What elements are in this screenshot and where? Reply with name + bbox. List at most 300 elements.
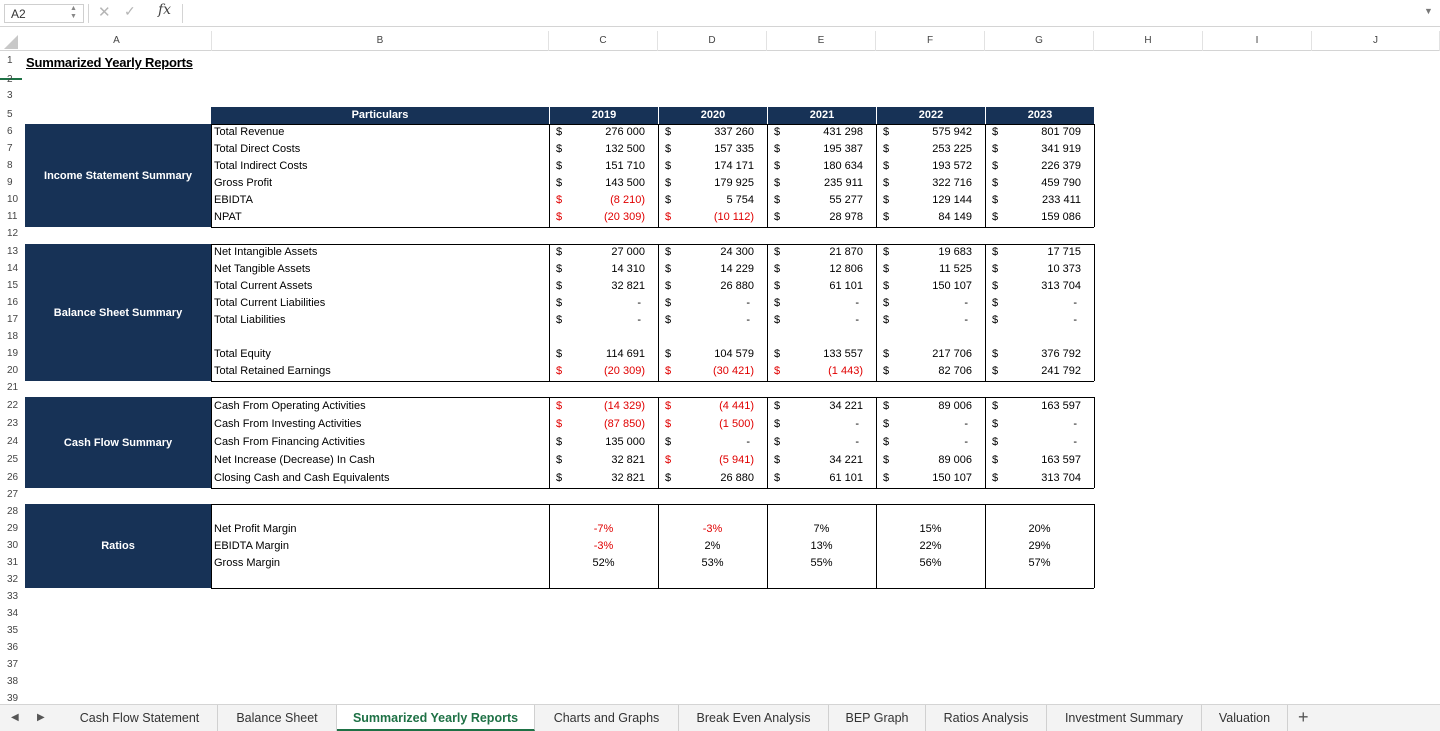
currency-symbol: $ (774, 348, 781, 360)
formula-bar (0, 0, 1440, 27)
currency-symbol: $ (992, 436, 999, 448)
currency-symbol: $ (774, 143, 781, 155)
cell-value[interactable]: 322 716 (932, 177, 972, 189)
name-box[interactable]: A2 (4, 4, 84, 23)
section-border-bottom (211, 488, 1094, 489)
ratio-value[interactable]: 57% (1028, 557, 1051, 569)
cell-value[interactable]: (20 309) (604, 365, 645, 377)
currency-symbol: $ (774, 436, 781, 448)
currency-symbol: $ (774, 472, 781, 484)
tab-prev-icon[interactable]: ◀ (11, 712, 19, 723)
row-header-6[interactable]: 6 (7, 126, 13, 137)
cell-value[interactable]: 84 149 (938, 211, 972, 223)
cell-value[interactable]: 143 500 (605, 177, 645, 189)
row-label[interactable]: Gross Profit (214, 177, 273, 189)
currency-symbol: $ (883, 472, 890, 484)
currency-symbol: $ (665, 348, 672, 360)
currency-symbol: $ (665, 177, 672, 189)
section-label-4: Ratios (25, 504, 211, 588)
currency-symbol: $ (992, 472, 999, 484)
row-header-27[interactable]: 27 (7, 489, 19, 500)
cell-value[interactable]: (8 210) (610, 194, 645, 206)
row-label[interactable]: Gross Margin (214, 557, 281, 569)
cell-value[interactable]: 61 101 (829, 472, 863, 484)
currency-symbol: $ (556, 400, 563, 412)
currency-symbol: $ (665, 436, 672, 448)
cell-value[interactable]: (1 443) (828, 365, 863, 377)
row-label[interactable]: EBIDTA Margin (214, 540, 289, 552)
currency-symbol: $ (774, 263, 781, 275)
currency-symbol: $ (883, 211, 890, 223)
sheet-tab-investment-summary[interactable]: Investment Summary (1047, 705, 1202, 731)
currency-symbol: $ (992, 143, 999, 155)
cell-value[interactable]: 28 978 (829, 211, 863, 223)
row-label[interactable]: Total Revenue (214, 126, 285, 138)
currency-symbol: $ (665, 472, 672, 484)
cell-value[interactable]: 32 821 (611, 454, 645, 466)
cell-value[interactable]: 276 000 (605, 126, 645, 138)
row-header-17[interactable]: 17 (7, 314, 19, 325)
separator (182, 4, 183, 23)
section-label-3: Cash Flow Summary (25, 397, 211, 488)
cancel-icon[interactable]: ✕ (98, 4, 111, 21)
row-header-30[interactable]: 30 (7, 540, 19, 551)
cell-value[interactable]: 376 792 (1041, 348, 1081, 360)
cell-value[interactable]: - (855, 297, 859, 309)
row-header-33[interactable]: 33 (7, 591, 19, 602)
row-header-36[interactable]: 36 (7, 642, 19, 653)
cell-value[interactable]: 55 277 (829, 194, 863, 206)
cell-value[interactable]: (14 329) (604, 400, 645, 412)
cell-value[interactable]: 135 000 (605, 436, 645, 448)
currency-symbol: $ (556, 314, 563, 326)
currency-symbol: $ (774, 400, 781, 412)
cell-value[interactable]: 129 144 (932, 194, 972, 206)
row-header-35[interactable]: 35 (7, 625, 19, 636)
cell-value[interactable]: 337 260 (714, 126, 754, 138)
select-all-corner[interactable] (0, 31, 22, 51)
header-particulars: Particulars (211, 107, 549, 124)
currency-symbol: $ (883, 348, 890, 360)
currency-symbol: $ (992, 418, 999, 430)
tab-next-icon[interactable]: ▶ (37, 712, 45, 723)
section-border-top (211, 397, 1094, 398)
row-header-26[interactable]: 26 (7, 472, 19, 483)
cell-value[interactable]: (1 500) (719, 418, 754, 430)
column-header-c[interactable]: C (549, 31, 658, 51)
ratio-value[interactable]: 52% (592, 557, 615, 569)
row-label[interactable]: Total Current Liabilities (214, 297, 326, 309)
cell-value[interactable]: 217 706 (932, 348, 972, 360)
currency-symbol: $ (556, 454, 563, 466)
column-header-f[interactable]: F (876, 31, 985, 51)
row-label[interactable]: Closing Cash and Cash Equivalents (214, 472, 390, 484)
row-header-3[interactable]: 3 (7, 90, 13, 101)
row-header-15[interactable]: 15 (7, 280, 19, 291)
currency-symbol: $ (992, 246, 999, 258)
currency-symbol: $ (992, 400, 999, 412)
section-border-bottom (211, 588, 1094, 589)
row-header-32[interactable]: 32 (7, 574, 19, 585)
row-header-24[interactable]: 24 (7, 436, 19, 447)
currency-symbol: $ (992, 160, 999, 172)
currency-symbol: $ (883, 160, 890, 172)
sheet-tab-balance-sheet[interactable]: Balance Sheet (218, 705, 337, 731)
cell-value[interactable]: 34 221 (829, 454, 863, 466)
cell-value[interactable]: (4 441) (719, 400, 754, 412)
currency-symbol: $ (992, 211, 999, 223)
row-header-11[interactable]: 11 (7, 211, 18, 222)
sheet-tab-summarized-yearly-reports[interactable]: Summarized Yearly Reports (337, 705, 535, 731)
row-label[interactable]: Total Equity (214, 348, 271, 360)
row-label[interactable]: Cash From Operating Activities (214, 400, 366, 412)
row-label[interactable]: Total Liabilities (214, 314, 286, 326)
row-header-20[interactable]: 20 (7, 365, 19, 376)
currency-symbol: $ (992, 280, 999, 292)
column-divider (1094, 504, 1095, 588)
cell-value[interactable]: 19 683 (938, 246, 972, 258)
header-year-2022: 2022 (876, 107, 985, 124)
section-label-1: Income Statement Summary (25, 124, 211, 227)
currency-symbol: $ (665, 194, 672, 206)
row-header-19[interactable]: 19 (7, 348, 19, 359)
cell-value[interactable]: 82 706 (938, 365, 972, 377)
chevron-down-icon[interactable]: ▼ (1424, 6, 1433, 16)
cell-value[interactable]: - (855, 314, 859, 326)
currency-symbol: $ (665, 246, 672, 258)
ratio-value[interactable]: 20% (1028, 523, 1051, 535)
sheet-tab-bep-graph[interactable]: BEP Graph (829, 705, 926, 731)
column-divider (211, 504, 212, 588)
section-border-top (211, 244, 1094, 245)
row-header-14[interactable]: 14 (7, 263, 19, 274)
cell-value[interactable]: 313 704 (1041, 472, 1081, 484)
currency-symbol: $ (556, 194, 563, 206)
row-header-39[interactable]: 39 (7, 693, 19, 704)
currency-symbol: $ (774, 314, 781, 326)
row-label[interactable]: Total Current Assets (214, 280, 313, 292)
currency-symbol: $ (665, 418, 672, 430)
cell-value[interactable]: 14 229 (720, 263, 754, 275)
ratio-value[interactable]: 2% (704, 540, 721, 552)
column-header-j[interactable]: J (1312, 31, 1440, 51)
header-year-2023: 2023 (985, 107, 1094, 124)
currency-symbol: $ (556, 348, 563, 360)
cell-value[interactable]: 150 107 (932, 280, 972, 292)
cell-value[interactable]: 163 597 (1041, 454, 1081, 466)
cell-value[interactable]: (30 421) (713, 365, 754, 377)
row-header-10[interactable]: 10 (7, 194, 19, 205)
currency-symbol: $ (774, 418, 781, 430)
ratio-value[interactable]: 15% (919, 523, 942, 535)
cell-value[interactable]: - (746, 297, 750, 309)
cell-value[interactable]: 26 880 (720, 472, 754, 484)
cell-value[interactable]: 341 919 (1041, 143, 1081, 155)
row-header-28[interactable]: 28 (7, 506, 19, 517)
row-label[interactable]: EBIDTA (214, 194, 253, 206)
row-header-16[interactable]: 16 (7, 297, 19, 308)
sheet-tab-cash-flow-statement[interactable]: Cash Flow Statement (62, 705, 218, 731)
ratio-value[interactable]: 7% (813, 523, 830, 535)
cell-value[interactable]: - (1073, 297, 1077, 309)
cell-value[interactable]: 27 000 (611, 246, 645, 258)
currency-symbol: $ (883, 297, 890, 309)
name-box-stepper-icon[interactable]: ▲ ▼ (70, 5, 77, 20)
row-header-5[interactable]: 5 (7, 109, 13, 120)
ratio-value[interactable]: 13% (810, 540, 833, 552)
cell-value[interactable]: 233 411 (1042, 194, 1081, 206)
row-header-37[interactable]: 37 (7, 659, 19, 670)
row-header-38[interactable]: 38 (7, 676, 19, 687)
cell-value[interactable]: 313 704 (1041, 280, 1081, 292)
currency-symbol: $ (665, 160, 672, 172)
currency-symbol: $ (556, 472, 563, 484)
row-label[interactable]: Total Retained Earnings (214, 365, 331, 377)
row-label[interactable]: Total Direct Costs (214, 143, 301, 155)
header-year-2020: 2020 (658, 107, 767, 124)
cell-value[interactable]: (5 941) (719, 454, 754, 466)
row-header-34[interactable]: 34 (7, 608, 19, 619)
row-label[interactable]: Total Indirect Costs (214, 160, 308, 172)
column-divider (211, 124, 212, 227)
currency-symbol: $ (992, 177, 999, 189)
cell-value[interactable]: 159 086 (1041, 211, 1081, 223)
cell-value[interactable]: 14 310 (611, 263, 645, 275)
currency-symbol: $ (556, 177, 563, 189)
currency-symbol: $ (883, 177, 890, 189)
cell-value[interactable]: 235 911 (824, 177, 863, 189)
section-border-bottom (211, 227, 1094, 228)
currency-symbol: $ (992, 454, 999, 466)
row-header-2[interactable]: 2 (7, 74, 13, 85)
row-label[interactable]: Net Intangible Assets (214, 246, 318, 258)
ratio-value[interactable]: -7% (593, 523, 614, 535)
enter-icon[interactable]: ✓ (124, 3, 136, 19)
cell-value[interactable]: 241 792 (1041, 365, 1081, 377)
currency-symbol: $ (556, 280, 563, 292)
currency-symbol: $ (556, 160, 563, 172)
cell-value[interactable]: 431 298 (823, 126, 863, 138)
row-label[interactable]: NPAT (214, 211, 242, 223)
currency-symbol: $ (556, 211, 563, 223)
cell-value[interactable]: - (1073, 436, 1077, 448)
cell-value[interactable]: 10 373 (1047, 263, 1081, 275)
cell-value[interactable]: 21 870 (829, 246, 863, 258)
row-header-31[interactable]: 31 (7, 557, 19, 568)
currency-symbol: $ (774, 454, 781, 466)
cell-value[interactable]: 180 634 (823, 160, 863, 172)
cell-value[interactable]: 34 221 (829, 400, 863, 412)
currency-symbol: $ (665, 126, 672, 138)
cell-value[interactable]: 104 579 (714, 348, 754, 360)
currency-symbol: $ (774, 280, 781, 292)
cell-value[interactable]: 151 710 (605, 160, 645, 172)
column-divider (1094, 124, 1095, 227)
column-header-a[interactable]: A (22, 31, 212, 51)
cell-value[interactable]: 114 691 (606, 348, 645, 360)
cell-value[interactable]: - (1073, 314, 1077, 326)
cell-value[interactable]: 195 387 (823, 143, 863, 155)
currency-symbol: $ (992, 194, 999, 206)
row-label[interactable]: Net Increase (Decrease) In Cash (214, 454, 375, 466)
cell-value[interactable]: 89 006 (938, 454, 972, 466)
currency-symbol: $ (883, 143, 890, 155)
cell-value[interactable]: - (964, 418, 968, 430)
sheet-tab-break-even-analysis[interactable]: Break Even Analysis (679, 705, 829, 731)
currency-symbol: $ (665, 400, 672, 412)
cell-value[interactable]: 17 715 (1047, 246, 1081, 258)
cell-value[interactable]: 163 597 (1041, 400, 1081, 412)
section-border-bottom (211, 381, 1094, 382)
function-icon[interactable]: fx (158, 2, 172, 18)
cell-value[interactable]: - (964, 297, 968, 309)
currency-symbol: $ (883, 365, 890, 377)
row-label[interactable]: Cash From Investing Activities (214, 418, 362, 430)
cell-value[interactable]: - (746, 436, 750, 448)
ratio-value[interactable]: 22% (919, 540, 942, 552)
header-year-2021: 2021 (767, 107, 876, 124)
currency-symbol: $ (556, 297, 563, 309)
row-header-25[interactable]: 25 (7, 454, 19, 465)
currency-symbol: $ (883, 280, 890, 292)
cell-value[interactable]: - (637, 297, 641, 309)
select-all-icon[interactable] (4, 35, 18, 49)
currency-symbol: $ (774, 211, 781, 223)
row-header-18[interactable]: 18 (7, 331, 19, 342)
cell-value[interactable]: - (855, 418, 859, 430)
row-label[interactable]: Cash From Financing Activities (214, 436, 365, 448)
cell-value[interactable]: - (1073, 418, 1077, 430)
cell-value[interactable]: 226 379 (1041, 160, 1081, 172)
row-header-7[interactable]: 7 (7, 143, 13, 154)
currency-symbol: $ (883, 436, 890, 448)
currency-symbol: $ (883, 126, 890, 138)
cell-value[interactable]: - (964, 436, 968, 448)
cell-value[interactable]: - (746, 314, 750, 326)
cell-value[interactable]: - (855, 436, 859, 448)
cell-value[interactable]: 459 790 (1041, 177, 1081, 189)
column-header-i[interactable]: I (1203, 31, 1312, 51)
sheet-tab-ratios-analysis[interactable]: Ratios Analysis (926, 705, 1047, 731)
cell-value[interactable]: 11 525 (939, 263, 972, 275)
cell-value[interactable]: 801 709 (1041, 126, 1081, 138)
ratio-value[interactable]: 53% (701, 557, 724, 569)
currency-symbol: $ (992, 263, 999, 275)
row-header-23[interactable]: 23 (7, 418, 19, 429)
currency-symbol: $ (556, 263, 563, 275)
row-header-9[interactable]: 9 (7, 177, 13, 188)
row-header-8[interactable]: 8 (7, 160, 13, 171)
cell-value[interactable]: 193 572 (932, 160, 972, 172)
section-border-top (211, 124, 1094, 125)
ratio-value[interactable]: 56% (919, 557, 942, 569)
column-divider (211, 244, 212, 381)
cell-value[interactable]: (20 309) (604, 211, 645, 223)
section-label-2: Balance Sheet Summary (25, 244, 211, 381)
currency-symbol: $ (665, 365, 672, 377)
cell-value[interactable]: 174 171 (714, 160, 754, 172)
currency-symbol: $ (774, 297, 781, 309)
cell-value[interactable]: 253 225 (932, 143, 972, 155)
row-header-1[interactable]: 1 (7, 55, 13, 66)
ratio-value[interactable]: 55% (810, 557, 833, 569)
column-header-b[interactable]: B (212, 31, 549, 51)
cell-value[interactable]: (10 112) (713, 211, 754, 223)
ratio-value[interactable]: 29% (1028, 540, 1051, 552)
currency-symbol: $ (992, 126, 999, 138)
cell-value[interactable]: - (964, 314, 968, 326)
cell-value[interactable]: 32 821 (611, 472, 645, 484)
row-header-13[interactable]: 13 (7, 246, 19, 257)
cell-value[interactable]: 150 107 (932, 472, 972, 484)
ratio-value[interactable]: -3% (593, 540, 614, 552)
currency-symbol: $ (665, 297, 672, 309)
currency-symbol: $ (556, 418, 563, 430)
currency-symbol: $ (883, 246, 890, 258)
cell-value[interactable]: 133 557 (823, 348, 863, 360)
column-header-d[interactable]: D (658, 31, 767, 51)
add-sheet-icon[interactable]: + (1298, 707, 1309, 727)
column-divider (1094, 244, 1095, 381)
cell-value[interactable]: 89 006 (938, 400, 972, 412)
cell-value[interactable]: 61 101 (829, 280, 863, 292)
cell-value[interactable]: 157 335 (714, 143, 754, 155)
cell-value[interactable]: 5 754 (726, 194, 754, 206)
currency-symbol: $ (883, 263, 890, 275)
currency-symbol: $ (774, 177, 781, 189)
sheet-tab-charts-and-graphs[interactable]: Charts and Graphs (535, 705, 679, 731)
column-header-e[interactable]: E (767, 31, 876, 51)
cell-value[interactable]: 24 300 (720, 246, 754, 258)
currency-symbol: $ (556, 436, 563, 448)
currency-symbol: $ (774, 246, 781, 258)
page-title[interactable]: Summarized Yearly Reports (26, 55, 193, 70)
cell-value[interactable]: 575 942 (932, 126, 972, 138)
column-divider (1094, 397, 1095, 488)
cell-value[interactable]: (87 850) (604, 418, 645, 430)
sheet-tab-valuation[interactable]: Valuation (1202, 705, 1288, 731)
row-header-12[interactable]: 12 (7, 228, 19, 239)
row-header-22[interactable]: 22 (7, 400, 19, 411)
row-label[interactable]: Net Tangible Assets (214, 263, 311, 275)
column-header-h[interactable]: H (1094, 31, 1203, 51)
currency-symbol: $ (556, 143, 563, 155)
row-label[interactable]: Net Profit Margin (214, 523, 297, 535)
currency-symbol: $ (883, 314, 890, 326)
currency-symbol: $ (883, 194, 890, 206)
cell-value[interactable]: 179 925 (714, 177, 754, 189)
formula-input[interactable] (186, 4, 1416, 23)
column-header-g[interactable]: G (985, 31, 1094, 51)
currency-symbol: $ (556, 246, 563, 258)
sheet-tab-bar (0, 704, 1440, 731)
currency-symbol: $ (665, 280, 672, 292)
cell-value[interactable]: - (637, 314, 641, 326)
cell-value[interactable]: 32 821 (611, 280, 645, 292)
currency-symbol: $ (556, 126, 563, 138)
row-header-29[interactable]: 29 (7, 523, 19, 534)
column-divider (211, 397, 212, 488)
cell-value[interactable]: 26 880 (720, 280, 754, 292)
ratio-value[interactable]: -3% (702, 523, 723, 535)
row-header-21[interactable]: 21 (7, 382, 19, 393)
currency-symbol: $ (665, 454, 672, 466)
cell-value[interactable]: 12 806 (829, 263, 863, 275)
currency-symbol: $ (992, 365, 999, 377)
currency-symbol: $ (665, 314, 672, 326)
separator (88, 4, 89, 23)
cell-value[interactable]: 132 500 (605, 143, 645, 155)
